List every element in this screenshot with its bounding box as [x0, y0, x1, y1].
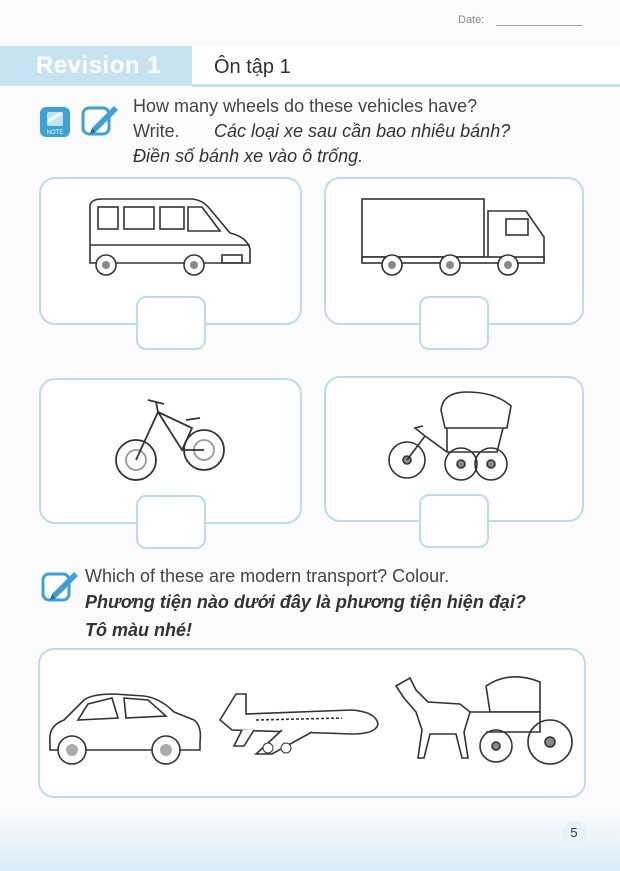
date-input-line[interactable] — [496, 25, 582, 26]
rickshaw-wheel-answer-box[interactable] — [419, 494, 489, 548]
date-label: Date: — [458, 14, 485, 26]
rickshaw-image — [385, 388, 515, 488]
exercise1-instruction-vi-1: Các loại xe sau cần bao nhiêu bánh? — [214, 121, 511, 141]
pencil-colour-icon — [40, 566, 80, 604]
airplane-image[interactable] — [212, 688, 382, 758]
van-image — [82, 195, 257, 280]
bicycle-image — [112, 394, 227, 484]
note-icon — [38, 103, 74, 139]
truck-wheel-answer-box[interactable] — [419, 296, 489, 350]
page-footer — [0, 811, 620, 871]
exercise1-instruction-en: How many wheels do these vehicles have? — [133, 96, 478, 116]
revision-label: Revision 1 — [36, 52, 162, 79]
note-badge: NOTE — [46, 130, 64, 136]
page-number: 5 — [562, 821, 586, 845]
bicycle-wheel-answer-box[interactable] — [136, 495, 206, 549]
exercise2-instruction-vi-2: Tô màu nhé! — [85, 620, 192, 640]
pencil-write-icon — [80, 100, 120, 138]
exercise1-instruction-vi-2: Điền số bánh xe vào ô trống. — [133, 146, 364, 166]
exercise1-write: Write. — [133, 121, 180, 141]
van-wheel-answer-box[interactable] — [136, 296, 206, 350]
exercise2-instruction-en: Which of these are modern transport? Colour. — [85, 566, 450, 586]
car-image[interactable] — [44, 690, 204, 770]
page-title: Ôn tập 1 — [214, 56, 291, 78]
exercise2-instruction-vi-1: Phương tiện nào dưới đây là phương tiện hiện đại? — [85, 592, 526, 612]
truck-image — [358, 195, 548, 280]
horse-carriage-image[interactable] — [390, 672, 578, 772]
